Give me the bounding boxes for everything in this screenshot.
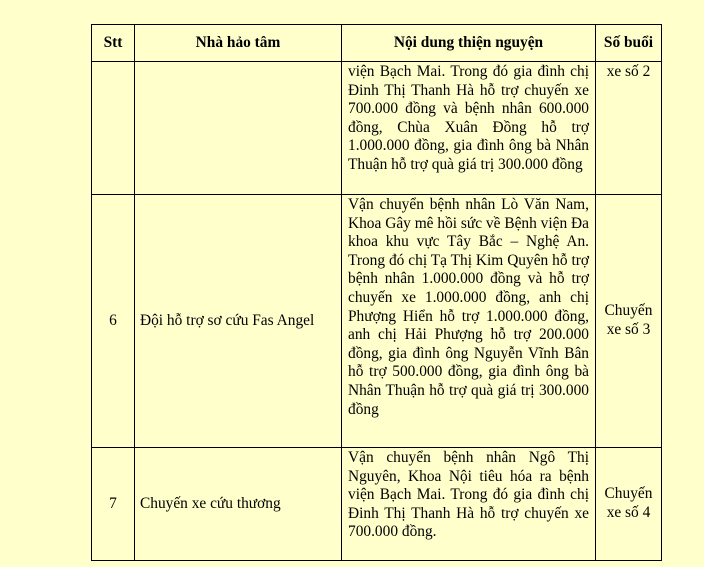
row-content: Vận chuyển bệnh nhân Lò Văn Nam, Khoa Gây mê hồi sức về Bệnh viện Đa khoa khu vực Tây Bắc – Nghệ An. Trong đó chị Tạ Thị Kim Quyên hỗ trợ bệnh nhân 1.000.000 đồng và hỗ trợ chuyến xe 1.000.000 đồng, anh chị Phượng Hiển hỗ trợ 1.000.000 đồng, anh chị Hải Phượng hỗ trợ 200.000 đồng, gia đình ông Nguyễn Vĩnh Bân hỗ trợ 500.000 đồng, gia đình ông bà Nhân Thuận hỗ trợ quà giá trị 300.000 đồng [342,195,596,448]
row-stt [92,62,135,195]
row-content: viện Bạch Mai. Trong đó gia đình chị Đinh Thị Thanh Hà hỗ trợ chuyến xe 700.000 đồng và bệnh nhân 600.000 đồng, Chùa Xuân Đồng hỗ trợ 1.000.000 đồng, gia đình ông bà Nhân Thuận hỗ trợ quà giá trị 300.000 đồng [342,62,596,195]
table-row [92,62,662,195]
table-header-row [92,25,662,62]
row-stt: 6 [92,195,135,448]
table-row [92,195,662,448]
header-donor: Nhà hảo tâm [135,25,342,62]
row-content: Vận chuyển bệnh nhân Ngô Thị Nguyên, Khoa Nội tiêu hóa ra bệnh viện Bạch Mai. Trong đó gia đình chị Đinh Thị Thanh Hà hỗ trợ chuyến xe 700.000 đồng. [342,448,596,561]
row-trip: Chuyến xe số 3 [596,195,662,448]
row-donor: Đội hỗ trợ sơ cứu Fas Angel [135,195,342,448]
row-trip: xe số 2 [596,62,662,195]
row-donor [135,62,342,195]
header-content: Nội dung thiện nguyện [342,25,596,62]
charity-table-container [91,24,662,561]
row-donor: Chuyến xe cứu thương [135,448,342,561]
row-stt: 7 [92,448,135,561]
table-row [92,448,662,561]
charity-table [91,24,662,561]
row-trip: Chuyến xe số 4 [596,448,662,561]
header-stt: Stt [92,25,135,62]
header-trips: Số buổi [596,25,662,62]
